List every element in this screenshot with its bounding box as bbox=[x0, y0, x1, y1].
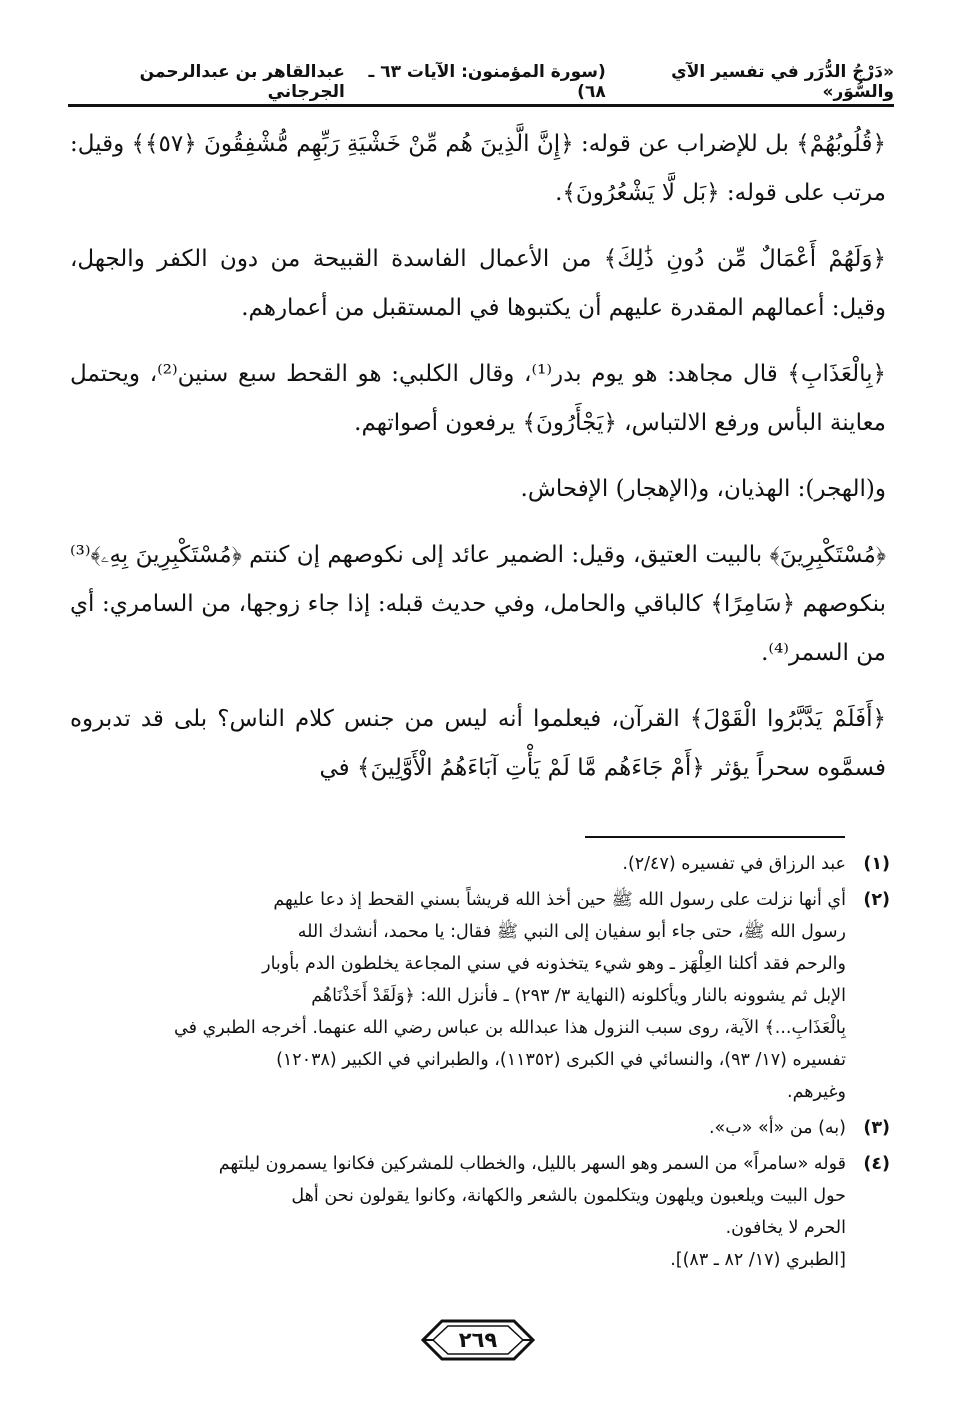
paragraph-6: ﴿أَفَلَمْ يَدَّبَّرُوا الْقَوْلَ﴾ القرآن، فيعلموا أنه ليس من جنس كلام الناس؟ بلى قد تدبروه فسمَّوه سحراً يؤثر ﴿أَمْ جَاءَهُم مَّا لَمْ يَأْتِ آبَاءَهُمُ الْأَوَّلِينَ﴾ في bbox=[70, 706, 886, 781]
footnote-line: عبد الرزاق في تفسيره (٢/٤٧). bbox=[622, 854, 846, 874]
footnote-line: والرحم فقد أكلنا العِلْهَز ـ وهو شيء يتخذونه في سني المجاعة يخلطون الدم بأوبار bbox=[262, 954, 846, 974]
footnote-number: (٤) bbox=[863, 1154, 890, 1174]
footnote-line: رسول الله ﷺ، حتى جاء أبو سفيان إلى النبي ﷺ فقال: يا محمد، أنشدك الله bbox=[297, 922, 846, 942]
footnote-number: (٣) bbox=[863, 1118, 890, 1138]
footnote-2 bbox=[78, 884, 890, 1108]
footnote-line: حول البيت ويلعبون ويلهون ويتكلمون بالشعر والكهانة، وكانوا يقولون نحن أهل bbox=[291, 1186, 846, 1206]
page-number-ornament bbox=[420, 1318, 536, 1362]
paragraph-4: و(الهجر): الهذيان، و(الإهجار) الإفحاش. bbox=[520, 476, 886, 502]
running-header bbox=[68, 62, 894, 102]
paragraph-3: ﴿بِالْعَذَابِ﴾ قال مجاهد: هو يوم بدر⁽¹⁾، وقال الكلبي: هو القحط سبع سنين⁽²⁾، ويحتمل معاينة البأس ورفع الالتباس، ﴿يَجْأَرُونَ﴾ يرفعون أصواتهم. bbox=[70, 361, 886, 436]
footnote-line: بِالْعَذَابِ...﴾ الآية، روى سبب النزول هذا عبدالله بن عباس رضي الله عنهما. أخرجه الطبري في bbox=[174, 1018, 846, 1038]
footnote-line: وغيرهم. bbox=[787, 1082, 846, 1102]
footnote-line: أي أنها نزلت على رسول الله ﷺ حين أخذ الله قريشاً بسني القحط إذ دعا عليهم bbox=[273, 890, 846, 910]
footnote-line: الإبل ثم يشوونه بالنار ويأكلونه (النهاية ٣/ ٢٩٣) ـ فأنزل الله: ﴿وَلَقَدْ أَخَذْنَاهُم bbox=[311, 986, 846, 1006]
footnotes bbox=[78, 848, 890, 1280]
footnote-line: [الطبري (١٧/ ٨٢ ـ ٨٣)]. bbox=[670, 1250, 846, 1270]
footnote-4 bbox=[78, 1148, 890, 1276]
paragraph-2: ﴿وَلَهُمْ أَعْمَالٌ مِّن دُونِ ذَٰلِكَ﴾ من الأعمال الفاسدة القبيحة من دون الكفر والجهل، وقيل: أعمالهم المقدرة عليهم أن يكتبوها في المستقبل من أعمارهم. bbox=[70, 246, 886, 321]
footnote-text bbox=[78, 1148, 846, 1276]
footnote-number: (١) bbox=[863, 854, 890, 874]
footnote-line: (به) من «أ» «ب». bbox=[708, 1118, 846, 1138]
footnote-text bbox=[78, 848, 846, 880]
footnote-text bbox=[78, 1112, 846, 1144]
paragraph-1: ﴿قُلُوبُهُمْ﴾ بل للإضراب عن قوله: ﴿إِنَّ الَّذِينَ هُم مِّنْ خَشْيَةِ رَبِّهِم مُّشْفِقُونَ ﴿٥٧﴾﴾ وقيل: مرتب على قوله: ﴿بَل لَّا يَشْعُرُونَ﴾. bbox=[70, 131, 886, 206]
footnote-line: الحرم لا يخافون. bbox=[725, 1218, 846, 1238]
footnote-line: تفسيره (١٧/ ٩٣)، والنسائي في الكبرى (١١٣٥٢)، والطبراني في الكبير (١٢٠٣٨) bbox=[276, 1050, 846, 1070]
footnote-text bbox=[78, 884, 846, 1108]
footnote-3 bbox=[78, 1112, 890, 1144]
paragraph-5: ﴿مُسْتَكْبِرِينَ﴾ بالبيت العتيق، وقيل: الضمير عائد إلى نكوصهم إن كنتم ﴿مُسْتَكْبِرِينَ بِهِۦ﴾⁽³⁾ بنكوصهم ﴿سَامِرًا﴾ كالباقي والحامل، وفي حديث قبله: إذا جاء زوجها، من السامري: أي من السمر⁽⁴⁾. bbox=[70, 542, 886, 666]
footnote-1 bbox=[78, 848, 890, 880]
footnote-line: قوله «سامراً» من السمر وهو السهر بالليل، والخطاب للمشركين فكانوا يسمرون ليلتهم bbox=[218, 1154, 846, 1174]
footnote-number: (٢) bbox=[863, 890, 890, 910]
header-rule bbox=[68, 104, 894, 107]
author-name: عبدالقاهر بن عبدالرحمن الجرجاني bbox=[139, 62, 345, 102]
footnote-separator bbox=[585, 836, 845, 838]
main-text bbox=[70, 120, 886, 810]
surah-range: (سورة المؤمنون: الآيات ٦٣ ـ ٦٨) bbox=[368, 62, 606, 102]
page-number: ٢٦٩ bbox=[458, 1328, 498, 1352]
book-title: «دَرْجُ الدُّرَر في تفسير الآي والسُّوَر» bbox=[671, 62, 894, 102]
